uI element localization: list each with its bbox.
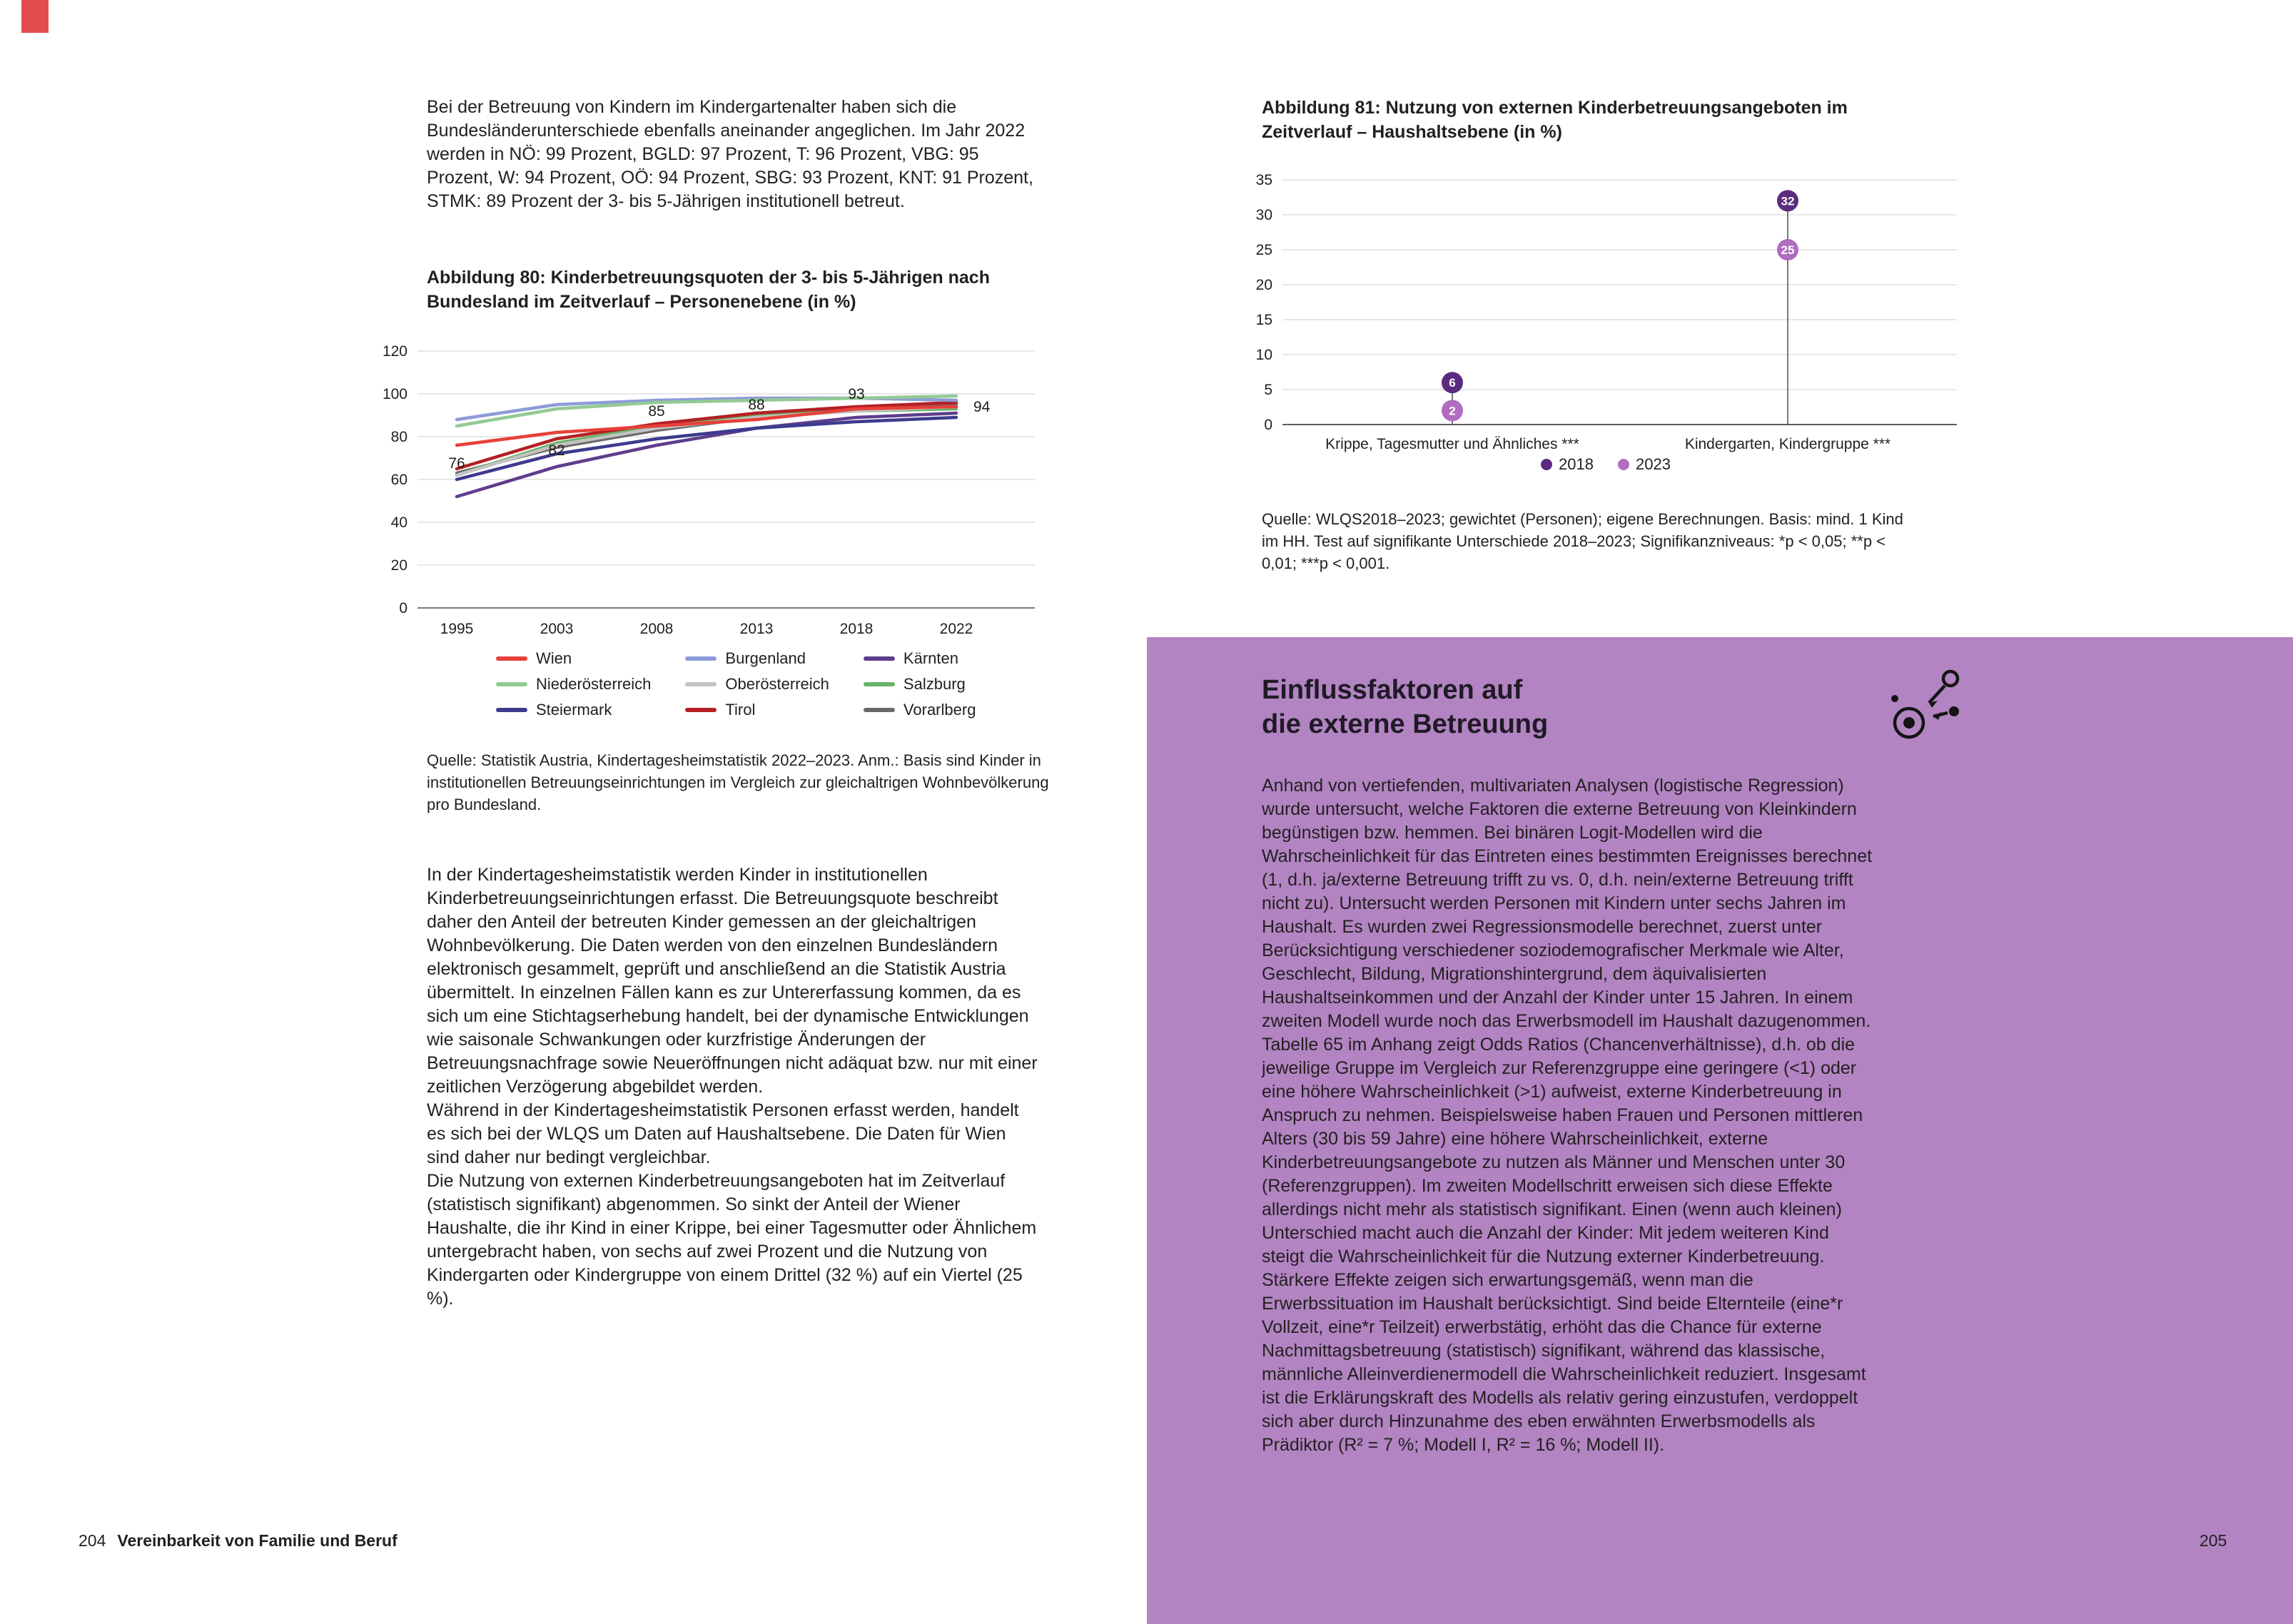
x-axis-tick-label: 1995 [440, 621, 474, 637]
y-axis-tick-label: 60 [390, 472, 408, 488]
footer-chapter: Vereinbarkeit von Familie und Beruf [117, 1531, 398, 1550]
figure81-source: Quelle: WLQS2018–2023; gewichtet (Personen); eigene Berechnungen. Basis: mind. 1 Kind im HH. Test auf signifikante Unterschiede 2018–2023; Signifikanzniveaus: *p < 0,05; **p < 0,01; ***p < 0,001. [1262, 510, 1903, 572]
figure81-legend [1242, 455, 1970, 474]
arrow-shaft-1 [1929, 686, 1945, 703]
legend-label: 2023 [1636, 455, 1671, 473]
figure81-dot-chart [1242, 163, 1970, 457]
legend-dot [1618, 459, 1629, 470]
node-dot-right [1949, 706, 1959, 716]
data-label: 93 [848, 386, 865, 402]
body-paragraph: In der Kindertagesheimstatistik werden Kinder in institutionellen Kinderbetreuungseinrichtungen erfasst. Die Betreuungsquote beschreibt daher den Anteil der betreuten Kinder gemessen an der gleichaltrigen Wohnbevölkerung. Die Daten werden von den einzelnen Bundesländern elektronisch gesammelt, geprüft und anschließend an die Statistik Austria übermittelt. In einzelnen Fällen kann es zur Untererfassung kommen, da es sich um eine Stichtagserhebung handelt, bei der dynamische Entwicklungen wie saisonale Schwankungen oder kurzfristige Änderungen der Betreuungsnachfrage sowie Neueröffnungen nicht adäquat bzw. nur mit einer zeitlichen Verzögerung abgebildet werden. Während in der Kindertagesheimstatistik Personen erfasst werden, handelt es sich bei der WLQS um Daten auf Haushaltsebene. Die Daten für Wien sind daher nur bedingt vergleichbar. Die Nutzung von externen Kinderbetreuungsangeboten hat im Zeitverlauf (statistisch signifikant) abgenommen. So sinkt der Anteil der Wiener Haushalte, die ihr Kind in einer Krippe, bei einer Tagesmutter oder Ähnlichem untergebracht haben, von sechs auf zwei Prozent und die Nutzung von Kindergarten oder Kindergruppe von einem Drittel (32 %) auf ein Viertel (25 %). [427, 865, 1038, 1309]
legend-item-vorarlberg [864, 701, 976, 719]
legend-swatch [496, 656, 527, 661]
legend-swatch [685, 708, 717, 712]
legend-label: Kärnten [903, 649, 958, 667]
info-box-body: Anhand von vertiefenden, multivariaten Analysen (logistische Regression) wurde untersucht, welche Faktoren die externe Betreuung von Kleinkindern begünstigen bzw. hemmen. Bei binären Logit-Modellen wird die Wahrscheinlichkeit für das Eintreten eines bestimmten Ereignisses berechnet (1, d.h. ja/externe Betreuung trifft zu vs. 0, d.h. nein/externe Betreuung trifft nicht zu). Untersucht werden Personen mit Kindern unter sechs Jahren im Haushalt. Es wurden zwei Regressionsmodelle berechnet, zuerst unter Berücksichtigung verschiedener soziodemografischer Merkmale wie Alter, Geschlecht, Bildung, Migrationshintergrund, dem äquivalisierten Haushaltseinkommen und der Anzahl der Kinder unter 15 Jahren. In einem zweiten Modell wurde noch das Erwerbsmodell im Haushalt dazugenommen. Tabelle 65 im Anhang zeigt Odds Ratios (Chancenverhältnisse), d.h. ob die jeweilige Gruppe im Vergleich zur Referenzgruppe eine geringere (<1) oder eine höhere Wahrscheinlichkeit (>1) aufweist, externe Kinderbetreuung in Anspruch zu nehmen. Beispielsweise haben Frauen und Personen mittleren Alters (30 bis 59 Jahre) eine höhere Wahrscheinlichkeit, externe Kinderbetreuungsangebote zu nutzen als Männer und Menschen unter 30 (Referenzgruppen). Im zweiten Modellschritt erweisen sich diese Effekte allerdings nicht mehr als statistisch signifikant. Einen (wenn auch kleinen) Unterschied macht auch die Anzahl der Kinder: Mit jedem weiteren Kind steigt die Wahrscheinlichkeit für die Nutzung externer Kinderbetreuung. Stärkere Effekte zeigen sich erwartungsgemäß, wenn man die Erwerbssituation im Haushalt berücksichtigt. Sind beide Elternteile (eine*r Vollzeit, eine*r Teilzeit) erwerbstätig, erhöht das die Chance für externe Nachmittagsbetreuung (statistisch) signifikant, während das klassische, männliche Alleinverdienermodell die Wahrscheinlichkeit reduziert. Insgesamt ist die Erklärungskraft des Modells als relativ gering einzustufen, verdoppelt sich aber durch Hinzunahme des eben erwähnten Erwerbsmodells als Prädiktor (R² = 7 %; Modell I, R² = 16 %; Modell II). [1262, 776, 1873, 1455]
legend-swatch [864, 708, 895, 712]
info-box-title: Einflussfaktoren auf die externe Betreuung [1262, 675, 1549, 739]
legend-item-wien [496, 649, 651, 668]
legend-label: Oberösterreich [725, 675, 829, 693]
legend-swatch [496, 708, 527, 712]
footer-left [79, 1531, 398, 1551]
y-axis-tick-label: 5 [1264, 382, 1272, 398]
page-number-left: 204 [79, 1531, 106, 1550]
legend-label: Niederösterreich [536, 675, 652, 693]
x-category-label: Kindergarten, Kindergruppe *** [1684, 436, 1891, 452]
legend-item-nieder-sterreich [496, 675, 651, 694]
legend-label: Burgenland [725, 649, 806, 667]
data-point-value: 2 [1449, 404, 1456, 418]
y-axis-tick-label: 0 [399, 600, 408, 616]
data-point-value: 32 [1781, 194, 1795, 208]
y-axis-tick-label: 100 [382, 386, 408, 402]
node-dot-left [1891, 695, 1898, 702]
x-axis-tick-label: 2013 [739, 621, 774, 637]
x-axis-tick-label: 2008 [639, 621, 674, 637]
data-label: 88 [748, 397, 765, 413]
data-label: 94 [973, 399, 991, 415]
y-axis-tick-label: 25 [1255, 242, 1272, 258]
figure81-title: Abbildung 81: Nutzung von externen Kinderbetreuungsangeboten im Zeitverlauf – Haushaltsebene (in %) [1262, 98, 1848, 142]
y-axis-tick-label: 10 [1255, 347, 1272, 363]
legend-swatch [685, 682, 717, 686]
figure80-line-chart [382, 330, 1053, 638]
data-label: 85 [648, 403, 665, 420]
legend-item-ober-sterreich [685, 675, 829, 694]
data-label: 76 [448, 455, 465, 472]
legend-item-salzburg [864, 675, 976, 694]
figure80-title: Abbildung 80: Kinderbetreuungsquoten der 3- bis 5-Jährigen nach Bundesland im Zeitverlauf – Personenebene (in %) [427, 268, 990, 312]
legend-item-tirol [685, 701, 829, 719]
target-inner-dot [1903, 717, 1915, 729]
legend-label: Salzburg [903, 675, 966, 693]
legend-item-2023 [1618, 455, 1671, 474]
legend-swatch [864, 656, 895, 661]
y-axis-tick-label: 30 [1255, 207, 1272, 223]
page-number-right: 205 [2200, 1531, 2227, 1550]
info-box [1147, 637, 2293, 1624]
legend-swatch [864, 682, 895, 686]
data-point-value: 25 [1781, 243, 1795, 257]
legend-label: Wien [536, 649, 572, 667]
influence-factors-icon [1888, 667, 1966, 746]
y-axis-tick-label: 20 [390, 557, 408, 574]
legend-item-steiermark [496, 701, 651, 719]
y-axis-tick-label: 40 [390, 514, 408, 531]
legend-swatch [685, 656, 717, 661]
x-axis-tick-label: 2018 [839, 621, 874, 637]
figure80-legend [496, 649, 976, 719]
series-line-steiermark [457, 417, 956, 479]
data-point-value: 6 [1449, 376, 1456, 390]
figure80-source: Quelle: Statistik Austria, Kindertagesheimstatistik 2022–2023. Anm.: Basis sind Kinder in institutionellen Betreuungseinrichtungen im Vergleich zur gleichaltrigen Wohnbevölkerung pro Bundesland. [427, 751, 1049, 813]
x-category-label: Krippe, Tagesmutter und Ähnliches *** [1325, 436, 1579, 452]
data-label: 82 [548, 442, 565, 459]
y-axis-tick-label: 80 [390, 429, 408, 445]
y-axis-tick-label: 35 [1255, 172, 1272, 188]
y-axis-tick-label: 0 [1264, 417, 1272, 433]
y-axis-tick-label: 15 [1255, 312, 1272, 328]
chapter-color-tab [21, 0, 49, 33]
legend-label: Tirol [725, 701, 756, 719]
legend-label: 2018 [1559, 455, 1594, 473]
intro-paragraph: Bei der Betreuung von Kindern im Kindergartenalter haben sich die Bundesländerunterschiede ebenfalls aneinander angeglichen. Im Jahr 2022 werden in NÖ: 99 Prozent, BGLD: 97 Prozent, T: 96 Prozent, VBG: 95 Prozent, W: 94 Prozent, OÖ: 94 Prozent, SBG: 93 Prozent, KNT: 91 Prozent, STMK: 89 Prozent der 3- bis 5-Jährigen institutionell betreut. [427, 97, 1033, 211]
legend-item-2018 [1541, 455, 1594, 474]
legend-dot [1541, 459, 1552, 470]
legend-item-burgenland [685, 649, 829, 668]
legend-label: Steiermark [536, 701, 612, 719]
legend-label: Vorarlberg [903, 701, 976, 719]
y-axis-tick-label: 20 [1255, 277, 1272, 293]
x-axis-tick-label: 2003 [540, 621, 574, 637]
legend-item-k-rnten [864, 649, 976, 668]
legend-swatch [496, 682, 527, 686]
node-circle [1943, 671, 1958, 686]
x-axis-tick-label: 2022 [939, 621, 973, 637]
y-axis-tick-label: 120 [382, 343, 408, 360]
